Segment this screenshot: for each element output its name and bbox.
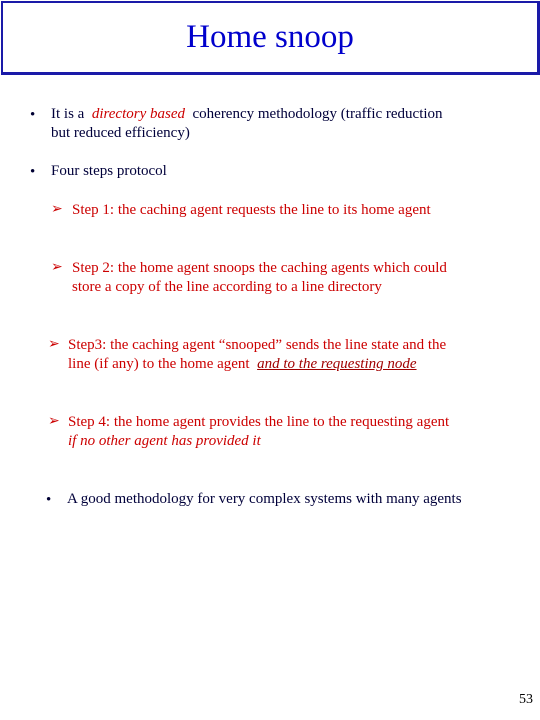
bullet-1-prefix: It is a [51, 106, 85, 122]
step-3-line-2-b: and to the requesting node [257, 356, 417, 372]
bullet-1-rest: coherency methodology (traffic reduction [192, 106, 443, 122]
bullet-icon: • [30, 164, 36, 180]
arrow-bullet-icon: ➢ [48, 414, 60, 429]
step-2-line-1: Step 2: the home agent snoops the caching agents which could [72, 260, 447, 276]
arrow-bullet-icon: ➢ [51, 260, 63, 275]
bullet-1-line-2: but reduced efficiency) [51, 125, 190, 141]
step-2-line-2: store a copy of the line according to a line directory [72, 279, 382, 295]
step-1-line-1: Step 1: the caching agent requests the line to its home agent [72, 202, 431, 218]
bullet-icon: • [30, 107, 36, 123]
step-3-line-2-a: line (if any) to the home agent [68, 356, 250, 372]
bullet-3-text: A good methodology for very complex systems with many agents [67, 491, 462, 507]
page-number: 53 [519, 692, 533, 707]
title-box [1, 1, 540, 75]
bullet-1-highlight: directory based [91, 106, 185, 122]
arrow-bullet-icon: ➢ [48, 337, 60, 352]
step-4-line-2: if no other agent has provided it [68, 433, 261, 449]
step-3-line-2 [68, 354, 417, 374]
step-4-line-1: Step 4: the home agent provides the line to the requesting agent [68, 414, 450, 430]
arrow-bullet-icon: ➢ [51, 202, 63, 217]
bullet-2-text: Four steps protocol [51, 163, 167, 179]
bullet-icon: • [46, 492, 52, 508]
step-3-line-1: Step3: the caching agent “snooped” sends the line state and the [68, 337, 447, 353]
slide-title: Home snoop [186, 19, 354, 55]
bullet-1-line-1 [51, 104, 443, 124]
